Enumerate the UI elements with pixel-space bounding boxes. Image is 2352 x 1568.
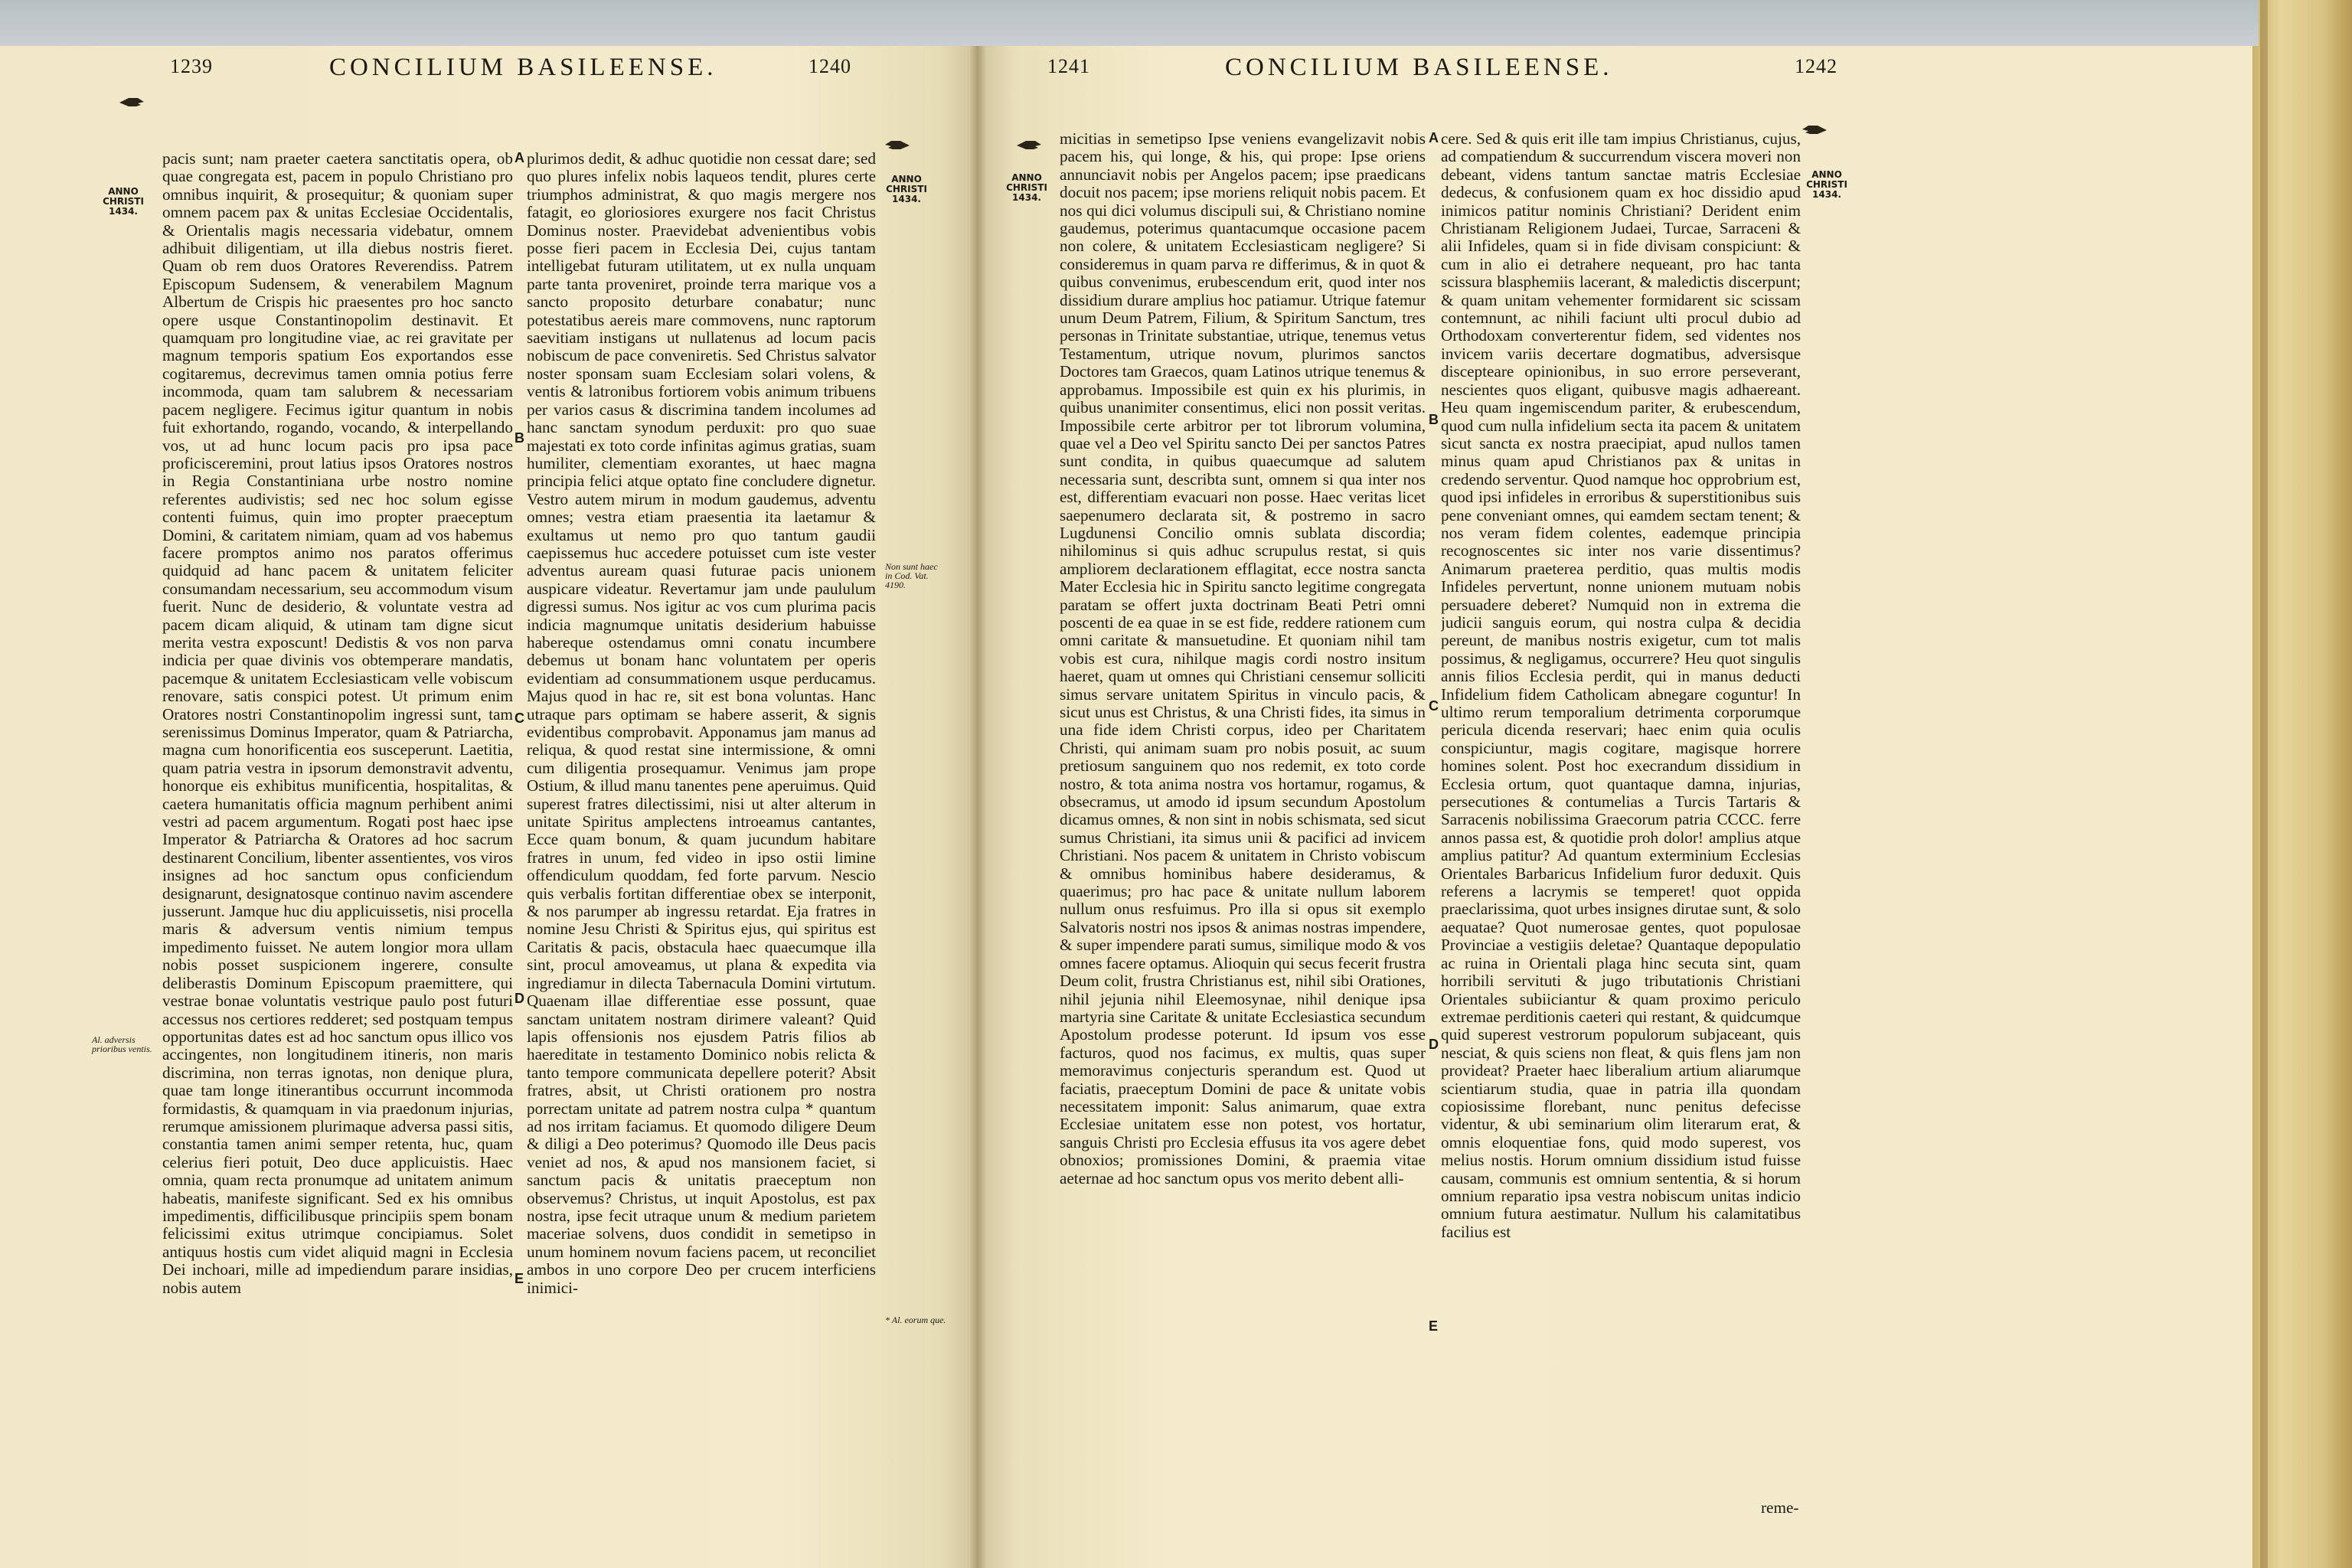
section-marker-b: B: [1429, 412, 1439, 427]
anno-christi-right: [1799, 170, 1854, 200]
right-running-head: [977, 55, 2252, 90]
section-marker-b: B: [514, 430, 524, 446]
section-marker-d: D: [1429, 1037, 1439, 1052]
margin-note-left: Al. adversis prioribus ventis.: [92, 1034, 152, 1054]
pointing-hand-icon: [884, 138, 911, 153]
page-number-1239: 1239: [170, 55, 213, 77]
page-number-1240: 1240: [808, 55, 851, 77]
section-marker-e: E: [514, 1271, 524, 1286]
column-text: pacis sunt; nam praeter caetera sanctitatis opera, ob quae congregata est, pacem in populo Christiano pro omnibus inquirit, & prosequitur; & quoniam super omnem pacem pax & unitas Ecclesiae Occidentalis, & Orientalis magis necessaria videbatur, omnem adhibuit diligentiam, ut illa diebus nostris fieret. Quam ob rem duos Oratores Reverendiss. Patrem Episcopum Sudensem, & venerabilem Magnum Albertum de Crispis hic praesentes pro hoc sancto opere usque Constantinopolim destinavit. Et quamquam pro longitudine viae, ac rei gravitate per magnum temporis spatium Eos exportandos esse cogitaremus, decrevimus tamen omnia potius ferre incommoda, quam tam salubrem & necessariam pacem negligere. Fecimus igitur quantum in nobis fuit exhortando, rogando, vocando, & interpellando vos, ut ad hunc locum pacis pro ipsa pace proficisceremini, prout latius ipsos Oratores nostros in Regia Constantiniana urbe nostro nomine referentes audivistis; sed nec hoc solum egisse contenti fuimus, quin imo propter praeceptum Domini, & caritatem nimiam, quam ad vos habemus facere promptos animo nos paratos offerimus quidquid ad hanc pacem & unitatem feliciter consumandam necessarium, seu accommodum visum fuerit. Nunc de desiderio, & voluntate vestra ad pacem dicam aliquid, & utinam tam digne sicut merita vestra exposcunt! Dedistis & vos non parva indicia per quae divinis vos obtemperare mandatis, pacemque & unitatem Ecclesiasticam velle vobiscum renovare, satis conspici potest. Ut primum enim Oratores nostri Constantinopolim ingressi sunt, tam serenissimus Dominus Imperator, quam & Patriarcha, magna cum honorificentia eos susceperunt. Laetitia, quam patria vestra in ipsorum demonstravit adventu, honorque eis exhibitus munificentia, hospitalitas, & caetera humanitatis officia magnum perhibent animi vestri ad pacem argumentum. Rogati post haec ipse Imperator & Patriarcha & Oratores ad hoc sacrum destinarent Concilium, libenter assentientes, vos viros insignes ad hoc sanctum opus conficiendum designarunt, designatosque continuo navim ascendere jusserunt. Jamque huc diu applicuissetis, nisi procella maris & adversum ventis nimium tempus impedimento fuisset. Ne autem longior mora ullam nobis posset suspicionem ingerere, consulte deliberastis Dominum Episcopum praemittere, qui vestrae bonae voluntatis vestrique paulo post futuri accessus nos certiores redderet; sed postquam tempus opportunitas dates est ad hoc sanctum opus illico vos accingentes, non longitudinem itineris, non maris discrimina, non terras ignotas, non denique plura, quae tam longe itinerantibus occurrunt incommoda formidastis, & quamquam in via praedonum injurias, rerumque amissionem plurimaque adversa passi sitis, constantia tamen animi semper retenta, huc, quam celerius fieri potuit, Deo duce applicuistis. Haec omnia, quam recta pronumque ad unitatem animum habeatis, manifeste significant. Sed ex his omnibus impedimentis, difficilibusque principiis spem bonam felicissimi exitus utrimque concipiamus. Solet antiquus hostis cum videt aliquid magni in Ecclesia Dei inchoari, mille ad impediendum parare insidias, nobis autem: [162, 150, 513, 1297]
section-marker-a: A: [1429, 130, 1439, 145]
margin-note-center: Non sunt haec in Cod. Vat. 4190.: [885, 561, 938, 590]
anno-label: ANNO: [108, 186, 139, 197]
margin-note-bottom: * Al. eorum que.: [885, 1315, 946, 1325]
year-label: 1434.: [1812, 189, 1841, 200]
pointing-hand-icon: [118, 95, 145, 110]
year-label: 1434.: [892, 194, 921, 204]
section-marker-d: D: [514, 991, 524, 1006]
christi-label: CHRISTI: [886, 184, 927, 194]
anno-label: ANNO: [891, 174, 922, 185]
christi-label: CHRISTI: [1806, 179, 1847, 190]
column-text: plurimos dedit, & adhuc quotidie non cessat dare; sed quo plures infelix nobis laqueos tendit, plures certe triumphos administrat, & quo magis mergere nos fatagit, eo gloriosiores exurgere nos facit Christus Dominus noster. Praevidebat advenientibus vobis posse fieri pacem in Ecclesia Dei, cujus tantam intelligebat futuram utilitatem, ut ex nulla unquam parte tanta proveniret, proinde terra marique vos a sancto proposito deturbare conabatur; nunc potestatibus aereis mare commovens, nunc raptorum saevitiam instigans ut nullatenus ad locum pacis nobiscum de pace conveniretis. Sed Christus salvator noster sponsam suam Ecclesiam solari volens, & ventis & latronibus fortiorem vobis animum tribuens per varios casus & discrimina tandem incolumes ad hanc sanctam synodum perduxit: pro quo suae majestati ex toto corde infinitas agimus gratias, suam humiliter, clementiam exorantes, ut haec magna principia felici atque optato fine concludere dignetur. Vestro autem mirum in modum gaudemus, adventu omnes; vestra etiam praesentia ita laetamur & exultamus ut nemo pro quo tantum gaudii caepissemus huc accedere potuisset cum iste vester adventus auream quasi futurae pacis unionem auspicare videatur. Revertamur jam unde paululum digressi sumus. Nos igitur ac vos cum plurima pacis indicia magnumque unitatis desiderium habuisse habereque ostendamus omni conatu incumbere debemus ut bonam hanc voluntatem per operis evidentiam ad consummationem usque perducamus. Majus quod in hac re, sit est bona voluntas. Hanc utraque pars optimam se habere asserit, & signis evidentibus comprobavit. Apponamus jam manus ad reliqua, & quod restat sine intermissione, & omni cum diligentia prosequamur. Venimus jam prope Ostium, & illud manu tanentes pene aperuimus. Quid superest fratres dilectissimi, nisi ut alter alterum in unitate Spiritus amplectens introeamus cantantes, Ecce quam bonum, & quam jucundum habitare fratres in unum, fed video in ipso ostii limine offendiculum quoddam, fed forte parvum. Nescio quis verbalis fortitan differentiae obex se interponit, & nos parumper ab ingressu retardat. Eja fratres in nomine Jesu Christi & Spiritus ejus, qui spiritus est Caritatis & pacis, obstacula haec quaecumque illa sint, procul amoveamus, ut plana & expedita via ingrediamur in dilecta Tabernacula Domini virtutum. Quaenam illae differentiae esse possunt, quae sanctam unitatem nostram dirimere valeant? Quid lapis offensionis nos ejusdem Patris filios ab haereditate in testamento Dominico nobis relicta & tanto tempore communicata depellere poterit? Absit fratres, absit, ut Christi orationem pro nostra porrectam unitate ad patrem nostra culpa * quantum ad nos irritam faciamus. Et quomodo diligere Deum & diligi a Deo poterimus? Quomodo ille Deus pacis veniet ad nos, & apud nos mansionem faciet, si sanctum pacis & unitatis praeceptum non observemus? Christus, ut inquit Apostolus, est pax nostra, ipse fecit utraque unum & medium parietem maceriae solvens, duos condidit in semetipso in unum hominem novum faciens pacem, ut reconciliet ambos in uno corpore Deo per crucem interficiens inimici-: [527, 150, 876, 1297]
christi-label: CHRISTI: [103, 196, 144, 207]
left-page-column-1: [162, 150, 513, 1498]
section-marker-c: C: [514, 710, 524, 726]
page-number-1242: 1242: [1795, 55, 1838, 77]
anno-christi-right-inner: [1000, 173, 1054, 203]
book-gutter: [969, 46, 986, 1568]
page-number-1241: 1241: [1047, 55, 1090, 77]
running-title-right: CONCILIUM BASILEENSE.: [1225, 54, 1613, 81]
right-page-column-2: [1441, 130, 1801, 1498]
page-top-shadow: [0, 0, 2259, 46]
right-page-column-1: [1060, 130, 1426, 1517]
left-page-column-2: [527, 150, 876, 1498]
year-label: 1434.: [1012, 192, 1041, 203]
anno-label: ANNO: [1811, 169, 1842, 180]
year-label: 1434.: [109, 206, 138, 217]
running-title-left: CONCILIUM BASILEENSE.: [329, 54, 717, 81]
section-marker-a: A: [514, 150, 524, 165]
section-marker-c: C: [1429, 698, 1439, 714]
left-running-head: [0, 55, 977, 90]
pointing-hand-icon: [1801, 122, 1828, 138]
christi-label: CHRISTI: [1006, 182, 1047, 193]
column-text: micitias in semetipso Ipse veniens evangelizavit nobis pacem his, qui longe, & his, qui prope: Ipse oriens annunciavit nobis per Angelos pacem; ipse praedicans docuit nos pacem; ipse moriens reliquit nobis pacem. Et nos qui dici volumus discipuli sui, & Christiano nomine gaudemus, poterimus quantacumque occasione pacem non colere, & unitatem Ecclesiasticam negligere? Si consideremus in quam parva re differimus, & in quot & quibus convenimus, erubescendum erit, quod inter nos dissidium durare amplius hoc patiamur. Utrique fatemur unum Deum Patrem, Filium, & Spiritum Sanctum, tres personas in Trinitate substantiae, utrique, tenemus vetus Testamentum, utrique novum, plurimos sanctos Doctores tam Graecos, quam Latinos utrique tenemus & approbamus. Impossibile est quin ex his plurimis, in quibus unanimiter consentimus, elici non possit veritas. Impossibile certe arbitror per tot librorum volumina, quae vel a Deo vel Spiritu sancto Dei per sanctos Patres sunt condita, in quibus quaecumque ad salutem necessaria sunt, describta sunt, omnem si qua inter nos est, differentiam evacuari non posse. Haec veritas licet saepenumero declarata sit, & postremo in sacro Lugdunensi Concilio omnis sublata discordia; nihilominus si quis adhuc scrupulus restat, si quis ampliorem declarationem efflagitat, ecce nostra sancta Mater Ecclesia hic in Spiritu sancto legitime congregata paratam se offert juxta doctrinam Beati Petri omni poscenti de ea quae in se est fide, reddere rationem cum omni caritate & mansuetudine. Et quoniam nihil tam vobis est cura, nihilque magis cordi nostro insitum haeret, quam ut omnes qui Christiani censemur solliciti simus servare unitatem Spiritus in vinculo pacis, & sicut unus est Christus, & una Christi fides, ita simus in una fide idem Christi corpus, ideo per Charitatem Christi, qui animam suam pro nobis posuit, ac suum pretiosum sanguinem quo nos redemit, ex toto corde nostro, & tota anima nostra vos hortamur, rogamus, & obsecramus, ut amodo id ipsum secundum Apostolum dicamus omnes, & non sint in nobis schismata, sed sicut sumus Christiani, ita simus unii & pacifici ad invicem Christiani. Nos pacem & unitatem in Christo vobiscum & omnibus hominibus habere desideramus, & quaerimus; pro hac pace & unitate nullum laborem nullum onus resfuimus. Pro illa si opus sit exemplo Salvatoris nostri nos ipsos & animas nostras impendere, & super impendere parati sumus, similique modo & vos omnes facere optamus. Alioquin qui secus fecerit frustra Deum colit, frustra Christianus est, nihil sibi Orationes, nihil jejunia nihil Eleemosynae, nihil denique ipsa martyria sine Caritate & unitate Ecclesiastica secundum Apostolum prodesse poterunt. Id ipsum vos esse facturos, quod nos facimus, ex multis, quas super memoravimus conjecturis sperandum est. Quod ut faciatis, praeceptum Domini de pace & unitate vobis necessitatem imponit: Salus animarum, quae extra Ecclesiae unitatem esse non potest, vos hortatur, sanguis Christi pro Ecclesia effusus ita vos agere debet obnoxios; promissiones Domini, & praemia vitae aeternae ad hoc sanctum opus vos merito debent alli-: [1060, 130, 1426, 1187]
anno-label: ANNO: [1011, 172, 1042, 183]
anno-christi-left-outer: [879, 175, 934, 204]
column-text: cere. Sed & quis erit ille tam impius Christianus, cujus, ad compatiendum & succurrendum viscera moveri non debeant, videns tantum sanctae matris Ecclesiae dedecus, & confusionem quam ex hoc dissidio apud inimicos patitur nominis Christiani? Derident enim Christianam Religionem Judaei, Turcae, Sarraceni & alii Infideles, quam si in fide divisam conspiciunt: & cum in alio ei detrahere nequeant, pro hac tanta scissura blasphemiis lacerant, & maledictis discerpunt; & quam unitam vehementer formidarent sic scissam contemnunt, ac nihili faciunt ulti procul dubio ad Orthodoxam converterentur fidem, sed videntes nos invicem variis decertare dogmatibus, adversisque discepteare opinionibus, in suo errore perseverant, nescientes quos eligant, quibusve magis adhaereant. Heu quam ingemiscendum pariter, & erubescendum, quod cum nulla infidelium secta ita pacem & unitatem sicut sancta ex nostra praecipiat, apud nullos tamen minus quam apud Christianos pax & unitas in credendo serventur. Quod namque hoc opprobrium est, quod ipsi infideles in erroribus & superstitionibus suis pene conveniant omnes, qui eamdem sectam tenent; & nos veram fidem colentes, eademque principia recognoscentes sic inter nos varie dissentimus? Animarum praeterea perditio, quas multis modis Infideles pervertunt, nonne unionem mutuam nobis persuadere deberet? Numquid non in extrema die judicii sanguis eorum, qui nostra culpa & decidia pereunt, de manibus nostris exigetur, cum tot malis possimus, & negligamus, occurrere? Heu quot singulis annis filios Ecclesia perdit, qui in manus deducti Infidelium fidem Catholicam abnegare coguntur! In ultimo rerum temporalium detrimenta corporumque pericula dicenda reservari; haec enim quia oculis conspiciuntur, magis cogitare, magisque horrere homines solent. Post hoc execrandum dissidium in Ecclesia ortum, quot quantaque damna, injurias, persecutiones & contumelias a Turcis Tartaris & Sarracenis nobilissima Graecorum patria CCCC. ferre annos passa est, & quotidie proh dolor! amplius atque amplius patitur? Ad quantum exterminium Ecclesias Orientales Barbaricus Infidelium furor deduxit. Quis referens a lacrymis se temperet! quot oppida praeclarissima, quot urbes insignes dirutae sunt, & solo aequatae? Quot numerosae gentes, quot populosae Provinciae a vestigiis deletae? Quantaque depopulatio ac ruina in Orientali plaga hinc secuta sint, quam horribili servituti & jugo tributationis Christiani Orientales subiiciantur & quam proximo periculo extremae perditionis caeteri qui restant, & quidcumque quid superest vestrorum populorum subjaceant, quis nesciat, & quis sciens non fleat, & quis flens jam non provideat? Praeter haec liberalium artium aliarumque scientiarum studia, quae in patria illa quondam copiosissime florebant, nunc penitus defecisse videntur, & ubi seminarium olim literarum erat, & omnis eloquentiae fons, quid modo superest, vos melius nostis. Horum omnium dissidium istud fuisse causam, communis est omnium sententia, & si horum omnium reparatio ipsa vestra nobiscum unitas indicio omnium futura aestimatur. Nullum his calamitatibus facilius est: [1441, 130, 1801, 1241]
book-cover-edge: [2260, 0, 2268, 1568]
pointing-hand-icon: [1015, 138, 1043, 153]
anno-christi-left: [98, 187, 149, 217]
section-marker-e: E: [1429, 1318, 1439, 1334]
catchword: reme-: [1761, 1499, 1799, 1517]
